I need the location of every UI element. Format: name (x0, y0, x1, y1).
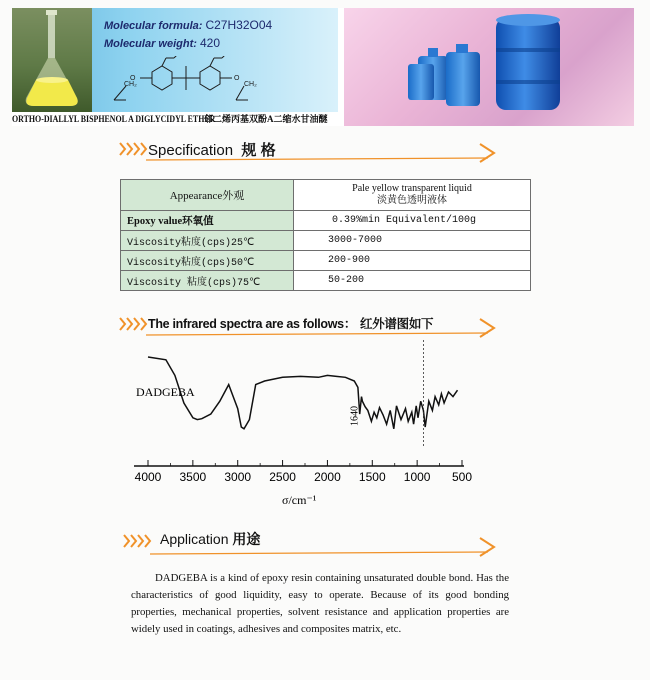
application-title: Application 用途 (160, 531, 261, 547)
x-tick-label: 4000 (134, 470, 162, 484)
viscosity-75-label: Viscosity 粘度(cps)75℃ (121, 271, 294, 291)
infrared-title: The infrared spectra are as follows： 红外谱图如下 (148, 317, 434, 331)
table-row (121, 251, 531, 271)
product-name-caption: ORTHO-DIALLYL BISPHENOL A DIGLYCIDYL ETHER 邻二烯丙基双酚A二缩水甘油醚 (12, 112, 338, 126)
viscosity-75-value: 50-200 (294, 271, 531, 291)
appearance-value: Pale yellow transparent liquid 淡黄色透明液体 (294, 180, 531, 211)
x-tick-label: 3500 (179, 470, 207, 484)
appearance-label: Appearance外观 (121, 180, 294, 211)
table-row (121, 211, 531, 231)
specification-title: Specification 规 格 (148, 142, 276, 159)
x-tick-label: 1000 (403, 470, 431, 484)
x-axis-label: σ/cm⁻¹ (282, 493, 317, 507)
viscosity-50-value: 200-900 (294, 251, 531, 271)
application-header (118, 530, 498, 556)
epoxy-value-label: Epoxy value环氧值 (121, 211, 294, 231)
x-tick-label: 2000 (314, 470, 341, 484)
svg-text:CH₂: CH₂ (124, 81, 137, 88)
svg-text:CH₂: CH₂ (244, 81, 257, 88)
application-paragraph: DADGEBA is a kind of epoxy resin containing unsaturated double bond. Has the characteristics of good liquidity, easy to operate. Because of its good bonding properties, mechanical properties, solvent resistance and application properties are widely used in coatings, adhesives and composites matrix, etc. (131, 572, 509, 635)
ir-spectrum-chart (120, 338, 480, 510)
flask-photo (12, 8, 92, 112)
viscosity-25-value: 3000-7000 (294, 231, 531, 251)
molecular-formula: Molecular formula: C27H32O04 (104, 18, 273, 32)
viscosity-25-label: Viscosity粘度(cps)25℃ (121, 231, 294, 251)
molecule-panel (12, 8, 338, 126)
epoxy-value: 0.39%min Equivalent/100g (294, 211, 531, 231)
x-tick-label: 1500 (358, 470, 386, 484)
specification-table (120, 179, 531, 291)
table-row (121, 180, 531, 211)
peak-label: 1640 (349, 406, 361, 426)
x-tick-label: 500 (451, 470, 473, 484)
svg-text:O: O (130, 75, 136, 82)
x-tick-label: 3000 (224, 470, 252, 484)
sample-label: DADGEBA (136, 385, 195, 399)
product-banner (12, 8, 634, 126)
drums-photo (344, 8, 634, 126)
x-tick-label: 2500 (269, 470, 296, 484)
table-row (121, 271, 531, 291)
infrared-header (118, 313, 498, 339)
svg-text:O: O (234, 75, 240, 82)
table-row (121, 231, 531, 251)
structure-diagram (104, 56, 334, 112)
specification-header (118, 138, 498, 164)
molecular-weight: Molecular weight: 420 (104, 36, 220, 50)
viscosity-50-label: Viscosity粘度(cps)50℃ (121, 251, 294, 271)
